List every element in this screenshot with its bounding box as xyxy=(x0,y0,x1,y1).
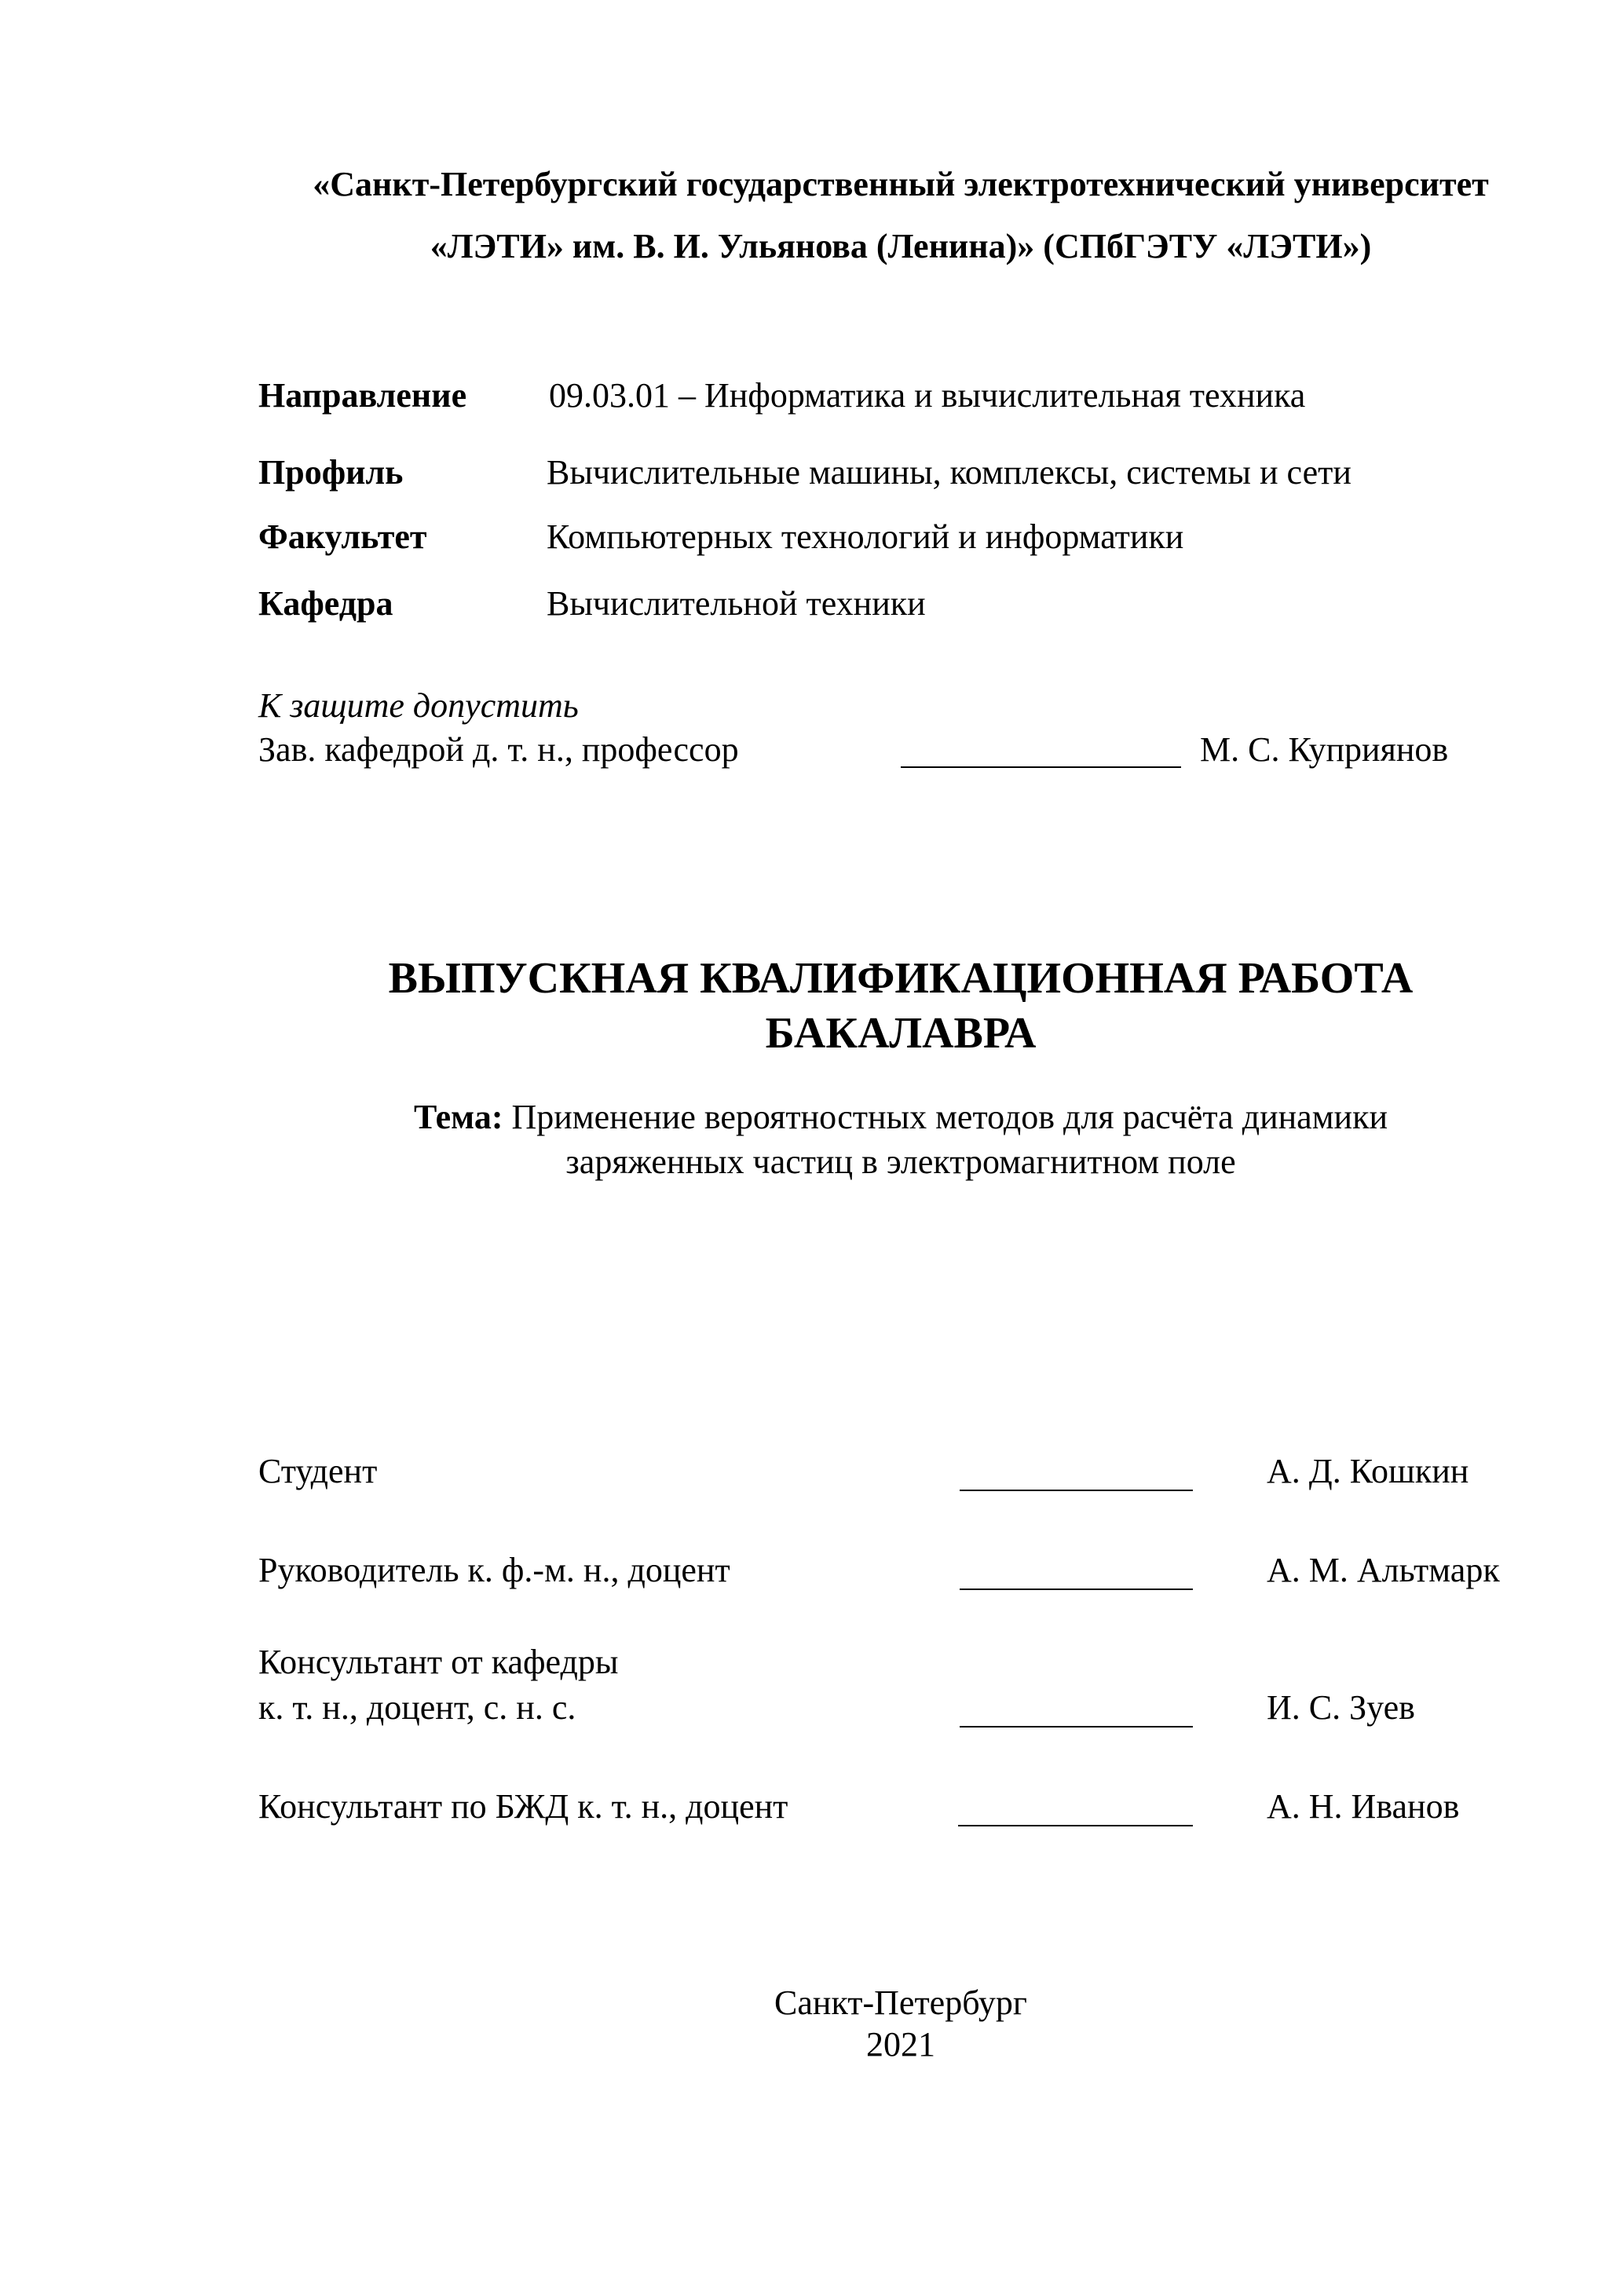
topic-line1 xyxy=(258,1095,1543,1139)
safety-consultant-signature-line xyxy=(958,1825,1193,1826)
profile-label: Профиль xyxy=(258,453,404,492)
topic-text-line2: заряженных частиц в электромагнитном поле xyxy=(565,1143,1236,1181)
department-value: Вычислительной техники xyxy=(547,584,926,623)
consultant-role-degree: к. т. н., доцент, с. н. с. xyxy=(258,1688,576,1727)
footer-year: 2021 xyxy=(866,2025,935,2064)
supervisor-name: А. М. Альтмарк xyxy=(1267,1551,1500,1589)
student-name: А. Д. Кошкин xyxy=(1267,1452,1469,1490)
approval-role: Зав. кафедрой д. т. н., профессор xyxy=(258,730,739,769)
work-title-line1: ВЫПУСКНАЯ КВАЛИФИКАЦИОННАЯ РАБОТА xyxy=(388,954,1414,1003)
approval-name: М. С. Куприянов xyxy=(1200,730,1449,769)
supervisor-role: Руководитель к. ф.-м. н., доцент xyxy=(258,1551,730,1589)
university-name-line2: «ЛЭТИ» им. В. И. Ульянова (Ленина)» (СПбГЭТУ «ЛЭТИ») xyxy=(430,227,1372,265)
consultant-signature-line xyxy=(960,1726,1193,1727)
student-role: Студент xyxy=(258,1452,378,1490)
profile-value: Вычислительные машины, комплексы, системы и сети xyxy=(547,453,1352,492)
consultant-role: Консультант от кафедры xyxy=(258,1643,619,1681)
faculty-value: Компьютерных технологий и информатики xyxy=(547,517,1184,556)
student-signature-line xyxy=(960,1490,1193,1491)
safety-consultant-role: Консультант по БЖД к. т. н., доцент xyxy=(258,1787,788,1826)
topic-label: Тема: xyxy=(413,1098,503,1136)
safety-consultant-name: А. Н. Иванов xyxy=(1267,1787,1460,1826)
university-name-line1: «Санкт-Петербургский государственный электротехнический университет xyxy=(313,165,1489,203)
consultant-name: И. С. Зуев xyxy=(1267,1688,1415,1727)
faculty-label: Факультет xyxy=(258,517,427,556)
work-title-line2: БАКАЛАВРА xyxy=(765,1009,1037,1058)
approval-caption: К защите допустить xyxy=(258,686,579,725)
topic-text-line1: Применение вероятностных методов для расчёта динамики xyxy=(511,1098,1388,1136)
department-label: Кафедра xyxy=(258,584,393,623)
direction-value: 09.03.01 – Информатика и вычислительная техника xyxy=(549,376,1306,415)
direction-label: Направление xyxy=(258,376,467,415)
supervisor-signature-line xyxy=(960,1589,1193,1590)
footer-city: Санкт-Петербург xyxy=(774,1983,1027,2022)
approval-signature-line xyxy=(901,766,1181,768)
